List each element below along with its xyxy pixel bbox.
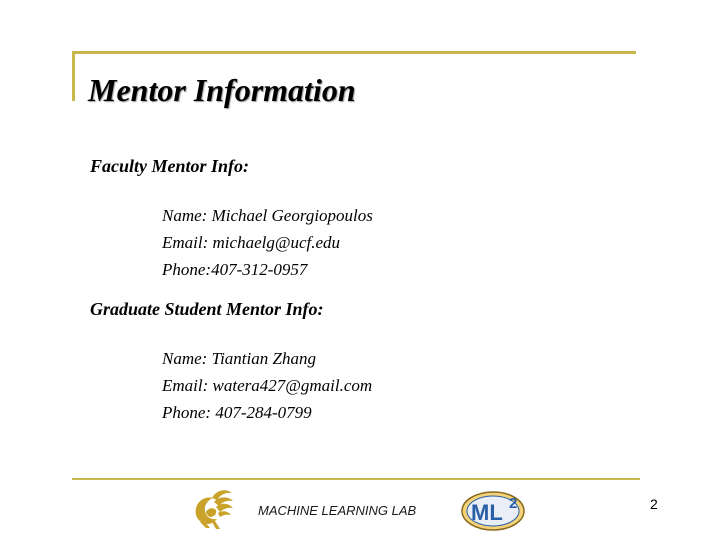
ml2-badge-icon xyxy=(461,488,529,532)
graduate-mentor-email: Email: watera427@gmail.com xyxy=(162,376,373,395)
faculty-mentor-email: Email: michaelg@ucf.edu xyxy=(162,233,341,252)
graduate-mentor-heading: Graduate Student Mentor Info: xyxy=(90,299,324,319)
pegasus-logo-icon xyxy=(186,484,242,532)
ml2-badge-superscript: 2 xyxy=(509,495,518,512)
faculty-mentor-details xyxy=(162,202,373,283)
graduate-mentor-details xyxy=(162,345,372,426)
graduate-mentor-phone: Phone: 407-284-0799 xyxy=(162,403,312,422)
slide-title: Mentor Information xyxy=(88,72,356,108)
faculty-mentor-heading: Faculty Mentor Info: xyxy=(90,156,250,176)
title-rule-left xyxy=(72,51,75,101)
faculty-mentor-phone: Phone:407-312-0957 xyxy=(162,260,308,279)
ml2-badge-label: ML xyxy=(471,500,503,525)
footer-rule xyxy=(72,478,640,480)
page-number: 2 xyxy=(650,496,658,512)
footer-lab-name: MACHINE LEARNING LAB xyxy=(258,503,417,518)
graduate-mentor-name: Name: Tiantian Zhang xyxy=(162,349,316,368)
faculty-mentor-name: Name: Michael Georgiopoulos xyxy=(162,206,373,225)
title-rule-top xyxy=(72,51,636,54)
